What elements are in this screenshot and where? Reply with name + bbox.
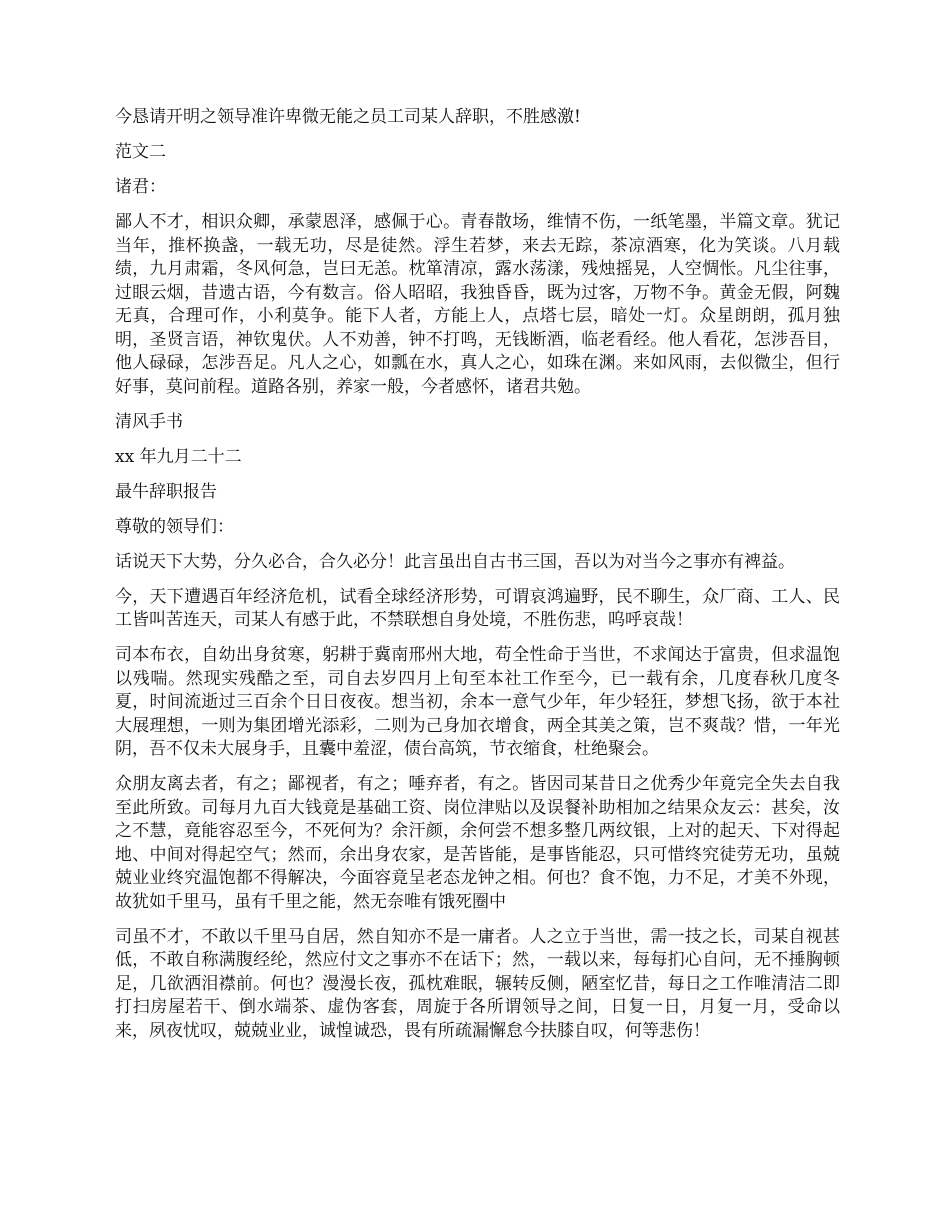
salutation: 尊敬的领导们： — [115, 516, 234, 537]
body-paragraph: 众朋友离去者，有之；鄙视者，有之；唾弃者，有之。皆因司某昔日之优秀少年竟完全失去自我至此所致。司每月九百大钱竟是基础工资、岗位津贴以及误餐补助相加之结果众友云：甚矣，汝之不慧，竟能容忍至今，不死何为？余汗颜，余何尝不想多整几两纹银，上对的起天、下对得起地、中间对得起空气；然而，余出身农家，是苦皆能，是事皆能忍，只可惜终究徒劳无功，虽兢兢业业终究温饱都不得解决，今面容竟呈老态龙钟之相。何也？食不饱，力不足，才美不外现，故犹如千里马，虽有千里之能，然无奈唯有饿死圈中 — [115, 774, 840, 912]
section-heading: 范文二 — [115, 142, 166, 162]
body-paragraph: 话说天下大势，分久必合，合久必分！此言虽出自古书三国，吾以为对当今之事亦有裨益。 — [115, 551, 795, 572]
body-paragraph: 鄙人不才，相识众卿，承蒙恩泽，感佩于心。青春散场，维情不伤，一纸笔墨，半篇文章。犹记当年，推杯换盏，一载无功，尽是徒然。浮生若梦，来去无踪，茶凉酒寒，化为笑谈。八月载绩，九月肃霜，冬风何急，岂曰无恙。枕箪清凉，露水荡漾，残烛摇晃，人空惆怅。凡尘往事，过眼云烟，昔遗古语，今有数言。俗人昭昭，我独昏昏，既为过客，万物不争。黄金无假，阿魏无真，合理可作，小利莫争。能下人者，方能上人，点塔七层，暗处一灯。众星朗朗，孤月独明，圣贤言语，神钦鬼伏。人不劝善，钟不打鸣，无钱断酒，临老看经。他人看花，怎涉吾目，他人碌碌，怎涉吾足。凡人之心，如瓢在水，真人之心，如珠在渊。来如风雨，去似微尘，但行好事，莫问前程。道路各别，养家一般，今者感怀，诸君共勉。 — [115, 212, 840, 397]
closing-request: 今恳请开明之领导准许卑微无能之员工司某人辞职，不胜感激! — [115, 107, 581, 127]
signature: 清风手书 — [115, 411, 183, 432]
body-paragraph: 司本布衣，自幼出身贫寒，躬耕于冀南邢州大地，苟全性命于当世，不求闻达于富贵，但求温饱以残喘。然现实残酷之至，司自去岁四月上旬至本社工作至今，已一载有余，几度春秋几度冬夏，时间流逝过三百余个日日夜夜。想当初，余本一意气少年，年少轻狂，梦想飞扬，欲于本社大展理想，一则为集团增光添彩，二则为己身加衣增食，两全其美之策，岂不爽哉？惜，一年光阴，吾不仅未大展身手，且囊中羞涩，债台高筑，节衣缩食，杜绝聚会。 — [115, 645, 840, 759]
body-paragraph: 今，天下遭遇百年经济危机，试看全球经济形势，可谓哀鸿遍野，民不聊生，众厂商、工人、民工皆叫苦连天，司某人有感于此，不禁联想自身处境，不胜伤悲，呜呼哀哉！ — [115, 586, 840, 630]
document-body — [115, 106, 840, 1055]
date: xx 年九月二十二 — [115, 446, 242, 467]
section-heading: 最牛辞职报告 — [115, 481, 217, 502]
salutation: 诸君： — [115, 177, 166, 197]
body-paragraph: 司虽不才，不敢以千里马自居，然自知亦不是一庸者。人之立于当世，需一技之长，司某自视甚低，不敢自称满腹经纶，然应付文之事亦不在话下；然，一载以来，每每扪心自问，无不捶胸顿足，几欲洒泪襟前。何也？漫漫长夜，孤枕难眠，辗转反侧，陋室忆昔，每日之工作唯清洁二即打扫房屋若干、倒水端茶、虚伪客套，周旋于各所谓领导之间，日复一日，月复一月，受命以来，夙夜忧叹，兢兢业业，诚惶诚恐，畏有所疏漏懈怠今扶膝自叹，何等悲伤！ — [115, 926, 840, 1041]
